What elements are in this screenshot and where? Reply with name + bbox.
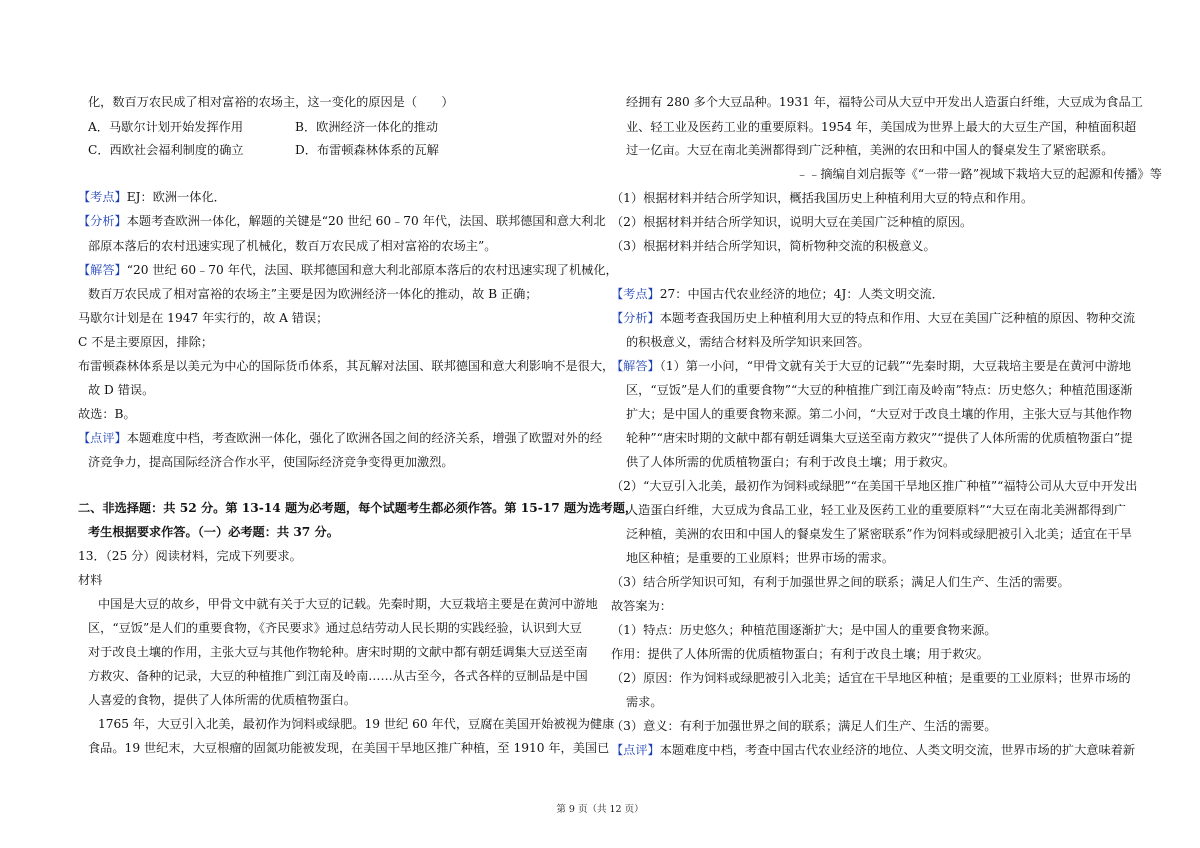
kaodian-line: [78, 188, 226, 206]
sub-question-3: （3）根据材料并结合所学知识，简析物种交流的积极意义。: [611, 239, 936, 253]
jieda-tag: 【解答】: [78, 263, 127, 277]
page-footer: 第 9 页（共 12 页）: [556, 804, 644, 815]
material-text-1: 中国是大豆的故乡，甲骨文中就有关于大豆的记载。先秦时期，大豆栽培主要是在黄河中游地: [98, 597, 598, 611]
material-cont-2: 业、轻工业及医药工业的重要原料。1954 年，美国成为世界上最大的大豆生产国，种植面积超: [626, 120, 1137, 134]
material-text-6: 1765 年，大豆引入北美，最初作为饲料或绿肥。19 世纪 60 年代，豆腐在美国开始被视为健康: [98, 717, 615, 731]
jieda-text-right-3: 扩大；是中国人的重要食物来源。第二小问，“大豆对于改良土壤的作用，主张大豆与其他作物: [626, 407, 1132, 421]
answer-4: 需求。: [626, 695, 663, 709]
material-label: 材料: [78, 573, 103, 587]
answer-5: （3）意义：有利于加强世界之间的联系；满足人们生产、生活的需要。: [611, 719, 997, 733]
kaodian-line-right: [611, 285, 944, 303]
sub-question-1: （1）根据材料并结合所学知识，概括我国历史上种植利用大豆的特点和作用。: [611, 191, 1034, 205]
material-text-7: 食品。19 世纪末，大豆根瘤的固氮功能被发现，在美国干旱地区推广种植，至 1910 年，美国已: [88, 741, 610, 755]
jieda-text-right-7: 人造蛋白纤维，大豆成为食品工业，轻工业及医药工业的重要原料”“大豆在南北美洲都得到广: [626, 503, 1126, 517]
jieda-text-right: （1）第一小问，“甲骨文就有关于大豆的记载”“先秦时期，大豆栽培主要是在黄河中游地: [659, 359, 1132, 373]
question-13: 13．（25 分）阅读材料，完成下列要求。: [78, 549, 302, 563]
jieda-line: [78, 261, 618, 279]
option-b: B．欧洲经济一体化的推动: [295, 120, 439, 134]
option-c: C．西欧社会福利制度的确立: [88, 143, 244, 157]
fenxi-line-right: [611, 309, 1135, 327]
material-text-2: 区，“豆饭”是人们的重要食物，《齐民要求》通过总结劳动人民长期的实践经验，认识到大豆: [88, 621, 582, 635]
answer-title: 故答案为：: [611, 599, 672, 613]
material-cont-1: 经拥有 280 多个大豆品种。1931 年，福特公司从大豆中开发出人造蛋白纤维，大豆成为食品工: [626, 95, 1143, 109]
fenxi-line: [78, 212, 606, 230]
section-heading-2: 考生根据要求作答。（一）必考题：共 37 分。: [88, 525, 339, 539]
dianping-tag: 【点评】: [78, 431, 127, 445]
fenxi-tag: 【分析】: [78, 214, 127, 228]
dianping-text-right: 本题难度中档，考查中国古代农业经济的地位、人类文明交流，世界市场的扩大意味着新: [659, 743, 1136, 757]
jieda-text-4: C 不是主要原因，排除；: [78, 335, 214, 349]
kaodian-tag-right: 【考点】: [611, 287, 660, 301]
answer-1: （1）特点：历史悠久；种植范围逐渐扩大；是中国人的重要食物来源。: [611, 623, 997, 637]
jieda-text-right-6: （2）“大豆引入北美，最初作为饲料或绿肥”“在美国干旱地区推广种植”“福特公司从大豆中开发出: [611, 479, 1138, 493]
kaodian-text-right: 27：中国古代农业经济的地位；4J：人类文明交流．: [659, 287, 944, 301]
jieda-tag-right: 【解答】: [611, 359, 660, 373]
material-text-4: 方救灾、备种的记录，大豆的种植推广到江南及岭南……从古至今，各式各样的豆制品是中国: [88, 669, 588, 683]
jieda-text-5: 布雷顿森林体系是以美元为中心的国际货币体系，其瓦解对法国、联邦德国和意大利影响不是很大，: [78, 359, 615, 373]
sub-question-2: （2）根据材料并结合所学知识，说明大豆在美国广泛种植的原因。: [611, 215, 973, 229]
jieda-text-right-2: 区，“豆饭”是人们的重要食物”“大豆的种植推广到江南及岭南”特点：历史悠久；种植范围逐渐: [626, 383, 1133, 397]
dianping-text: 本题难度中档，考查欧洲一体化，强化了欧洲各国之间的经济关系，增强了欧盟对外的经: [126, 431, 603, 445]
kaodian-tag: 【考点】: [78, 190, 127, 204]
jieda-line-right: [611, 357, 1131, 375]
jieda-text: “20 世纪 60﹣70 年代，法国、联邦德国和意大利北部原本落后的农村迅速实现了机械化，: [126, 263, 618, 277]
jieda-text-right-4: 轮种”“唐宋时期的文献中都有朝廷调集大豆送至南方救灾”“提供了人体所需的优质植物蛋白”提: [626, 431, 1133, 445]
fenxi-text-right: 本题考查我国历史上种植利用大豆的特点和作用、大豆在美国广泛种植的原因、物种交流: [659, 311, 1136, 325]
kaodian-text: EJ：欧洲一体化．: [126, 190, 226, 204]
jieda-text-3: 马歇尔计划是在 1947 年实行的，故 A 错误；: [78, 311, 329, 325]
option-a: A．马歇尔计划开始发挥作用: [88, 120, 244, 134]
jieda-text-right-5: 供了人体所需的优质植物蛋白；有利于改良土壤；用于救灾。: [626, 455, 956, 469]
answer-2: 作用：提供了人体所需的优质植物蛋白；有利于改良土壤；用于救灾。: [611, 647, 989, 661]
section-heading: 二、非选择题：共 52 分。第 13-14 题为必考题，每个试题考生都必须作答。第 15-17 题为选考题，: [78, 501, 638, 515]
fenxi-text-2: 部原本落后的农村迅速实现了机械化，数百万农民成了相对富裕的农场主”。: [88, 239, 497, 253]
dianping-text-2: 济竞争力，提高国际经济合作水平，使国际经济竞争变得更加激烈。: [88, 455, 454, 469]
jieda-text-7: 故选：B。: [78, 407, 136, 421]
jieda-text-right-8: 泛种植，美洲的农田和中国人的餐桌发生了紧密联系”作为饲料或绿肥被引入北美；适宜在干旱: [626, 527, 1132, 541]
jieda-text-2: 数百万农民成了相对富裕的农场主”主要是因为欧洲经济一体化的推动，故 B 正确；: [88, 287, 538, 301]
fenxi-tag-right: 【分析】: [611, 311, 660, 325]
option-d: D．布雷顿森林体系的瓦解: [295, 143, 439, 157]
dianping-line-right: [611, 741, 1135, 759]
fenxi-text: 本题考查欧洲一体化，解题的关键是“20 世纪 60﹣70 年代，法国、联邦德国和意大利北: [126, 214, 606, 228]
dianping-line: [78, 429, 602, 447]
jieda-text-right-10: （3）结合所学知识可知，有利于加强世界之间的联系；满足人们生产、生活的需要。: [611, 575, 1070, 589]
jieda-text-6: 故 D 错误。: [88, 383, 155, 397]
material-text-3: 对于改良土壤的作用，主张大豆与其他作物轮种。唐宋时期的文献中都有朝廷调集大豆送至南: [88, 645, 588, 659]
material-cont-3: 过一亿亩。大豆在南北美洲都得到广泛种植，美洲的农田和中国人的餐桌发生了紧密联系。: [626, 143, 1114, 157]
material-text-5: 人喜爱的食物，提供了人体所需的优质植物蛋白。: [88, 693, 357, 707]
answer-3: （2）原因：作为饲料或绿肥被引入北美；适宜在干旱地区种植；是重要的工业原料；世界市场的: [611, 671, 1131, 685]
material-source: ﹣﹣摘编自刘启振等《“一带一路”视域下栽培大豆的起源和传播》等: [796, 167, 1162, 181]
fenxi-text-right-2: 的积极意义，需结合材料及所学知识来回答。: [626, 335, 870, 349]
jieda-text-right-9: 地区种植；是重要的工业原料；世界市场的需求。: [626, 551, 895, 565]
dianping-tag-right: 【点评】: [611, 743, 660, 757]
question-continuation: 化，数百万农民成了相对富裕的农场主，这一变化的原因是（ ）: [88, 95, 454, 109]
